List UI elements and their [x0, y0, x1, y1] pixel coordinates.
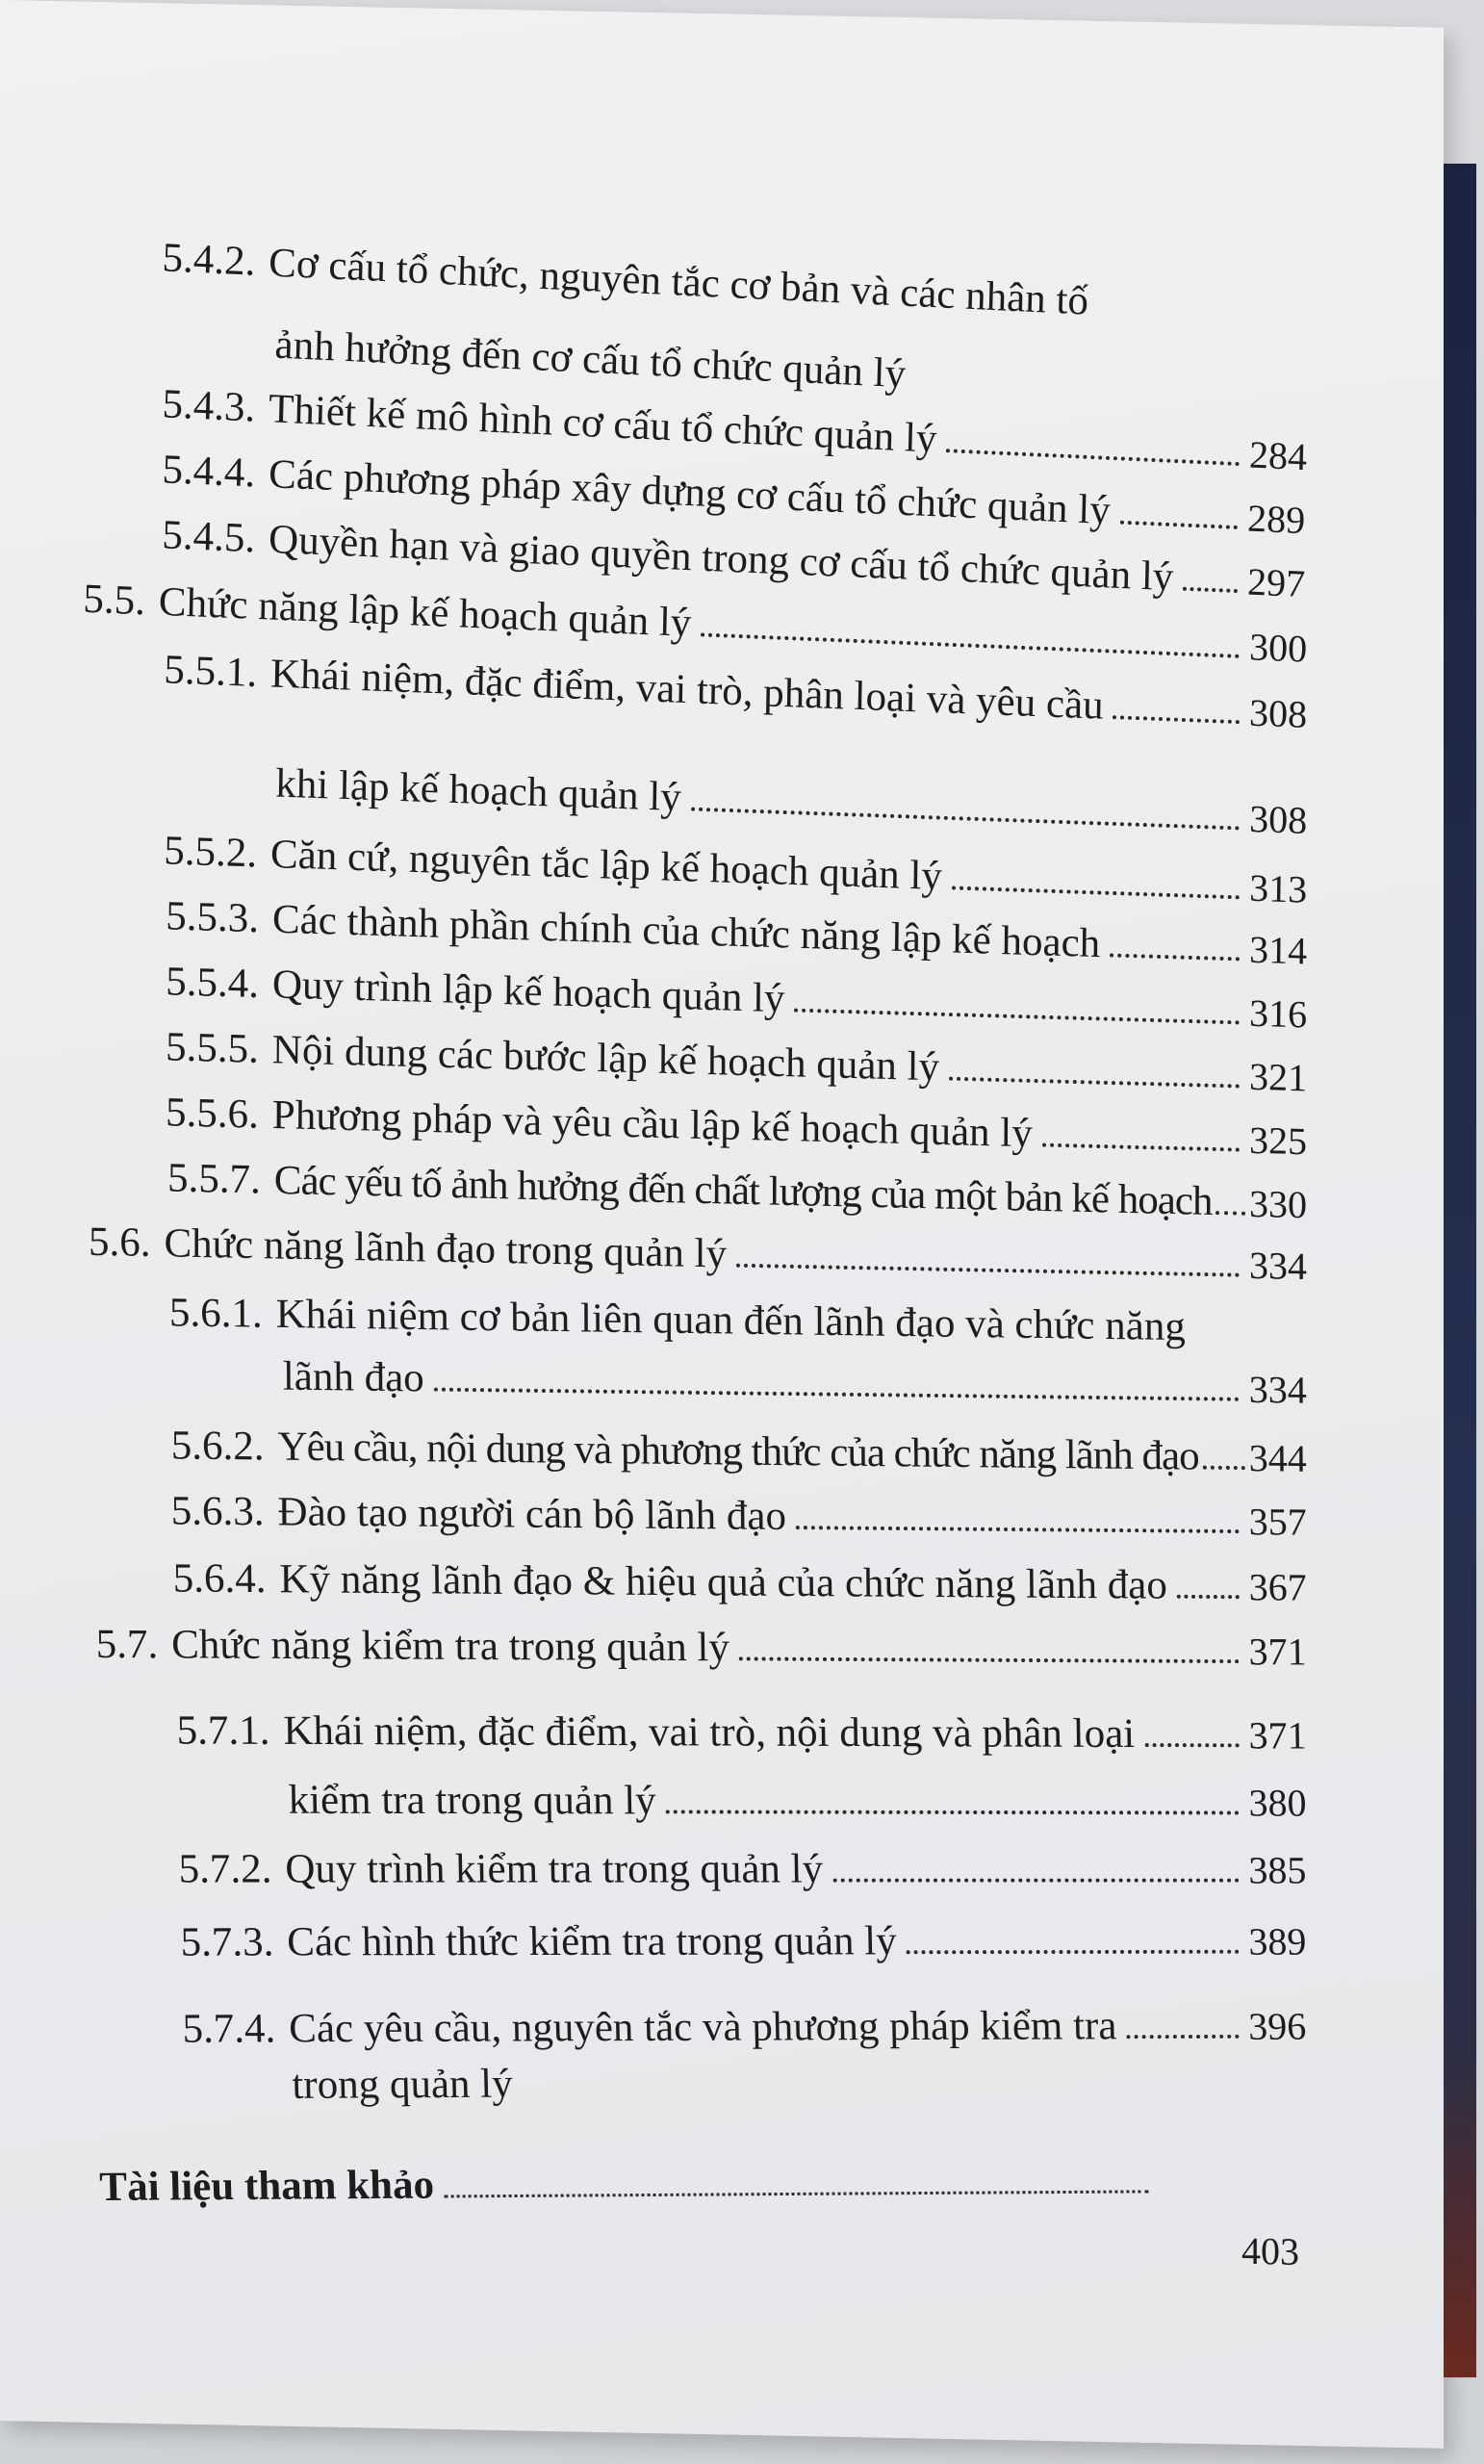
toc-entry-number: 5.7.1.	[176, 1707, 270, 1754]
toc-entry-title: Thiết kế mô hình cơ cấu tổ chức quản lý	[268, 386, 938, 462]
toc-entry-continuation: kiểm tra trong quản lý	[288, 1777, 657, 1824]
dot-leader	[946, 449, 1240, 466]
toc-entry-number: 5.5.4.	[165, 959, 260, 1008]
toc-entry-page: 385	[1247, 1848, 1307, 1892]
dot-leader	[1177, 1595, 1240, 1599]
dot-leader	[1042, 1143, 1240, 1152]
toc-entry-number: 5.5.1.	[163, 647, 258, 696]
toc-entry-title: Các yếu tố ảnh hưởng đến chất lượng của một bản kế hoạch	[273, 1157, 1213, 1224]
toc-entry-number: 5.5.3.	[165, 893, 260, 942]
dot-leader	[1183, 587, 1238, 593]
toc-entry-title: Yêu cầu, nội dung và phương thức của chức năng lãnh đạo	[277, 1424, 1199, 1479]
toc-entry-number: 5.5.2.	[163, 828, 258, 877]
toc-entry-title: Khái niệm cơ bản liên quan đến lãnh đạo và chức năng	[275, 1291, 1186, 1350]
dot-leader	[1113, 715, 1240, 724]
toc-entry-page: 330	[1248, 1181, 1308, 1227]
toc-entry-continuation-row	[283, 1340, 1307, 1410]
toc-entry	[162, 220, 1241, 329]
dot-leader	[739, 1656, 1240, 1663]
dot-leader	[444, 2190, 1148, 2197]
toc-entry-number: 5.4.3.	[161, 381, 256, 431]
toc-entry-number: 5.4.2.	[161, 235, 256, 285]
toc-entry-continuation-row	[288, 1763, 1307, 1823]
book-spine	[1444, 164, 1476, 2377]
toc-entry	[170, 1408, 1307, 1480]
dot-leader	[691, 808, 1240, 831]
toc-entry-number: 5.5.6.	[165, 1090, 259, 1138]
toc-entry	[180, 1904, 1307, 1964]
toc-entry-title: Kỹ năng lãnh đạo & hiệu quả của chức năng lãnh đạo	[279, 1556, 1168, 1608]
toc-entry-references	[98, 2143, 1158, 2208]
dot-leader	[1203, 1466, 1245, 1470]
dot-leader	[1144, 1743, 1239, 1747]
toc-entry-number: 5.6.2.	[170, 1423, 265, 1470]
toc-entry-title: Cơ cấu tổ chức, nguyên tắc cơ bản và các nhân tố	[268, 240, 1089, 324]
dot-leader	[952, 886, 1240, 899]
toc-entry-number: 5.6.4.	[172, 1555, 267, 1603]
toc-entry	[169, 1275, 1228, 1348]
toc-entry-page: 313	[1248, 865, 1308, 911]
toc-entry-continuation: trong quản lý	[291, 2061, 514, 2108]
toc-entry-page: 371	[1248, 1630, 1307, 1674]
toc-entry-number: 5.5.	[82, 576, 146, 625]
toc-entry-page: 316	[1248, 990, 1308, 1037]
toc-entry-title: Các hình thức kiểm tra trong quản lý	[286, 1918, 898, 1965]
dot-leader	[1127, 2035, 1240, 2039]
dot-leader	[794, 1009, 1240, 1025]
toc-entry	[182, 1989, 1307, 2050]
toc-entry-page: 396	[1247, 2004, 1307, 2048]
dot-leader	[701, 632, 1240, 657]
toc-entry-page: 308	[1248, 796, 1308, 842]
dot-leader	[832, 1879, 1239, 1883]
toc-entry-page: 308	[1248, 690, 1308, 736]
dot-leader	[907, 1950, 1240, 1955]
toc-entry-title: Chức năng lãnh đạo trong quản lý	[164, 1220, 728, 1277]
toc-entry-title: Các phương pháp xây dựng cơ cấu tổ chức quản lý	[268, 451, 1112, 534]
dot-leader	[1110, 953, 1240, 961]
toc-entry-continuation: lãnh đạo	[282, 1353, 424, 1401]
toc-entry-page: 300	[1248, 625, 1308, 671]
toc-entry-title: Khái niệm, đặc điểm, vai trò, phân loại và yêu cầu	[269, 651, 1105, 729]
toc-entry-page: 371	[1248, 1713, 1307, 1758]
toc-entry-continuation: khi lập kế hoạch quản lý	[274, 760, 682, 821]
toc-entry-page: 380	[1248, 1781, 1307, 1825]
toc-entry-title: Khái niệm, đặc điểm, vai trò, nội dung và phân loại	[283, 1707, 1136, 1758]
toc-entry-number: 5.6.3.	[170, 1488, 265, 1535]
toc-entry-title: Đào tạo người cán bộ lãnh đạo	[277, 1489, 787, 1539]
toc-entry	[178, 1833, 1307, 1890]
toc-entry-title: Các yêu cầu, nguyên tắc và phương pháp kiểm tra	[288, 2003, 1117, 2052]
toc-entry-page: 314	[1248, 927, 1308, 973]
toc-entry	[170, 1474, 1307, 1544]
toc-entry-title: Tài liệu tham khảo	[98, 2162, 435, 2210]
toc-entry-number: 5.7.2.	[178, 1846, 272, 1892]
dot-leader	[736, 1264, 1240, 1277]
toc-entry-continuation: ảnh hưởng đến cơ cấu tổ chức quản lý	[274, 321, 907, 398]
toc-entry-title: Nội dung các bước lập kế hoạch quản lý	[271, 1027, 940, 1091]
toc-entry-number: 5.7.3.	[180, 1919, 274, 1965]
toc-entry-title: Phương pháp và yêu cầu lập kế hoạch quản lý	[271, 1092, 1033, 1157]
toc-entry	[176, 1694, 1307, 1756]
dot-leader	[1119, 521, 1237, 529]
toc-entry-page: 389	[1247, 1919, 1307, 1964]
toc-entry-page: 357	[1248, 1500, 1307, 1544]
toc-entry-page: 344	[1248, 1436, 1307, 1480]
toc-entry-number: 5.5.5.	[165, 1024, 260, 1072]
toc-entry-page: 325	[1248, 1117, 1308, 1164]
toc-entry-number: 5.6.	[89, 1219, 151, 1267]
toc-entry-page: 334	[1248, 1367, 1307, 1412]
dot-leader	[666, 1810, 1240, 1814]
toc-entry-title: Quy trình kiểm tra trong quản lý	[284, 1846, 824, 1892]
toc-entry-number: 5.6.1.	[168, 1290, 263, 1337]
toc-entry-page: 367	[1248, 1565, 1307, 1609]
toc-entry-title: Căn cứ, nguyên tắc lập kế hoạch quản lý	[269, 831, 943, 900]
toc-entry-page: 297	[1246, 559, 1306, 605]
toc-entry	[172, 1541, 1307, 1609]
toc-entry-number: 5.4.5.	[161, 512, 256, 562]
toc-entry-number: 5.5.7.	[166, 1155, 261, 1203]
toc-entry-number: 5.7.	[95, 1621, 159, 1668]
toc-entry-title: Quyền hạn và giao quyền trong cơ cấu tổ chức quản lý	[268, 516, 1174, 601]
toc-entry-page: 289	[1246, 496, 1306, 543]
dot-leader	[949, 1077, 1240, 1089]
dot-leader	[1215, 1211, 1245, 1216]
toc-entry-number: 5.7.4.	[181, 2006, 276, 2052]
toc-entry-page: 334	[1249, 1243, 1307, 1289]
toc-entry-page: 284	[1248, 432, 1308, 479]
toc-entry	[95, 1607, 1307, 1672]
page-number: 403	[1241, 2228, 1299, 2273]
dot-leader	[434, 1388, 1240, 1401]
toc-entry-title: Các thành phần chính của chức năng lập kế hoạch	[271, 896, 1101, 967]
toc-entry-title: Quy trình lập kế hoạch quản lý	[271, 962, 785, 1022]
toc-entry-number: 5.4.4.	[161, 447, 256, 497]
toc-entry-title: Chức năng lập kế hoạch quản lý	[158, 578, 692, 647]
toc-entry-title: Chức năng kiểm tra trong quản lý	[170, 1622, 730, 1671]
dot-leader	[796, 1526, 1240, 1533]
toc-entry-page: 321	[1248, 1054, 1308, 1100]
